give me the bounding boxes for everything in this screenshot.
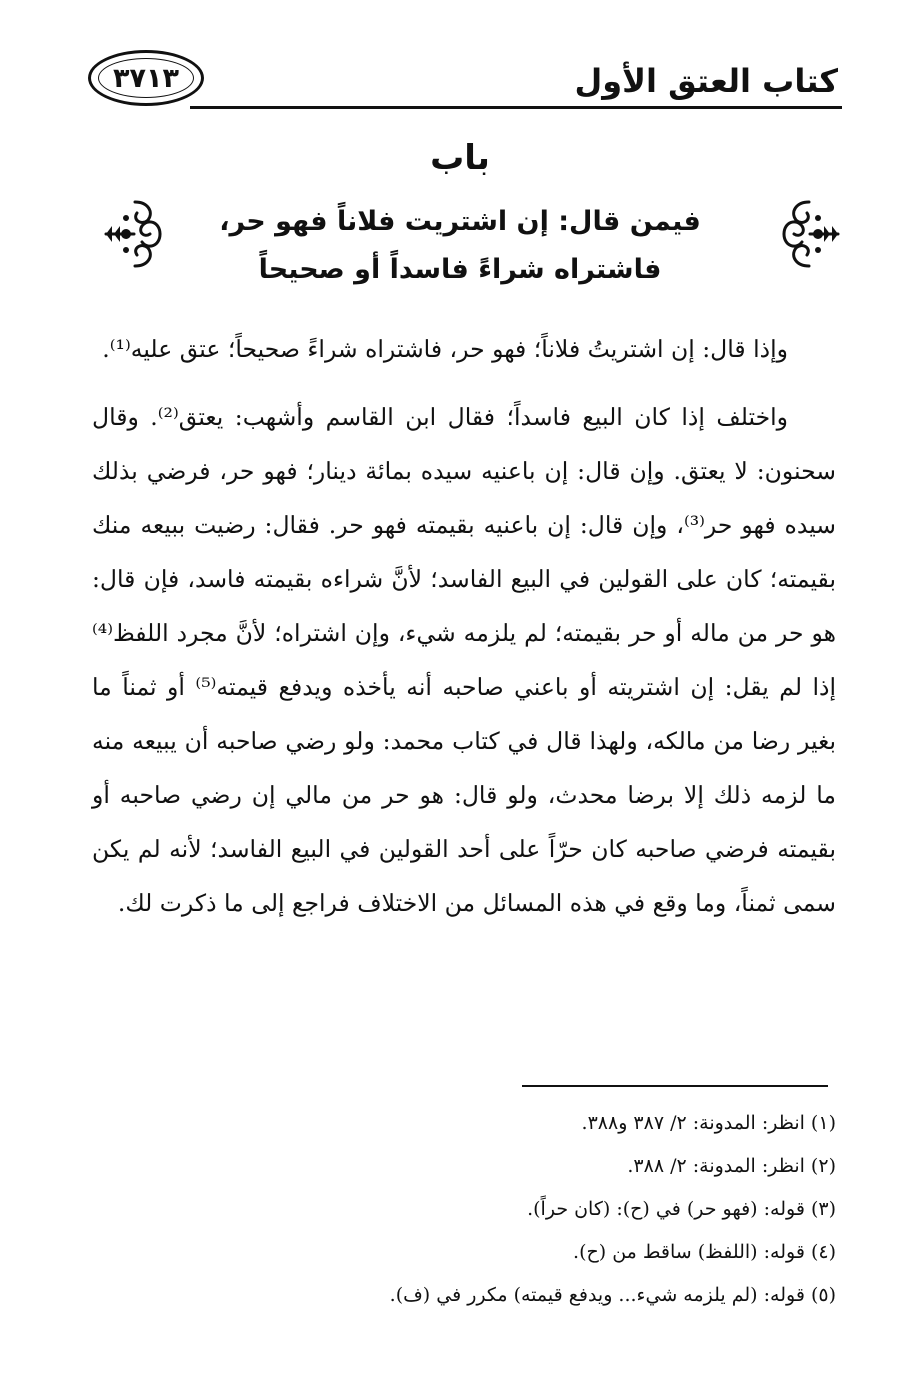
paragraph: واختلف إذا كان البيع فاسداً؛ فقال ابن القاسم وأشهب: يعتق⁽²⁾. وقال سحنون: لا يعتق. وإن قال: إن باعنيه سيده بمائة دينار؛ فهو حر، فرضي بذلك سيده فهو حر⁽³⁾، وإن قال: إن باعنيه بقيمته فهو حر. فقال: رضيت ببيعه منك بقيمته؛ كان على القولين في البيع الفاسد؛ لأنَّ شراءه بقيمته فاسد، فإن قال: هو حر من ماله أو حر بقيمته؛ لم يلزمه شيء، وإن اشتراه؛ لأنَّ مجرد اللفظ⁽⁴⁾ إذا لم يقل: إن اشتريته أو باعني صاحبه أنه يأخذه ويدفع قيمته⁽⁵⁾ أو ثمناً ما بغير رضا من مالكه، ولهذا قال في كتاب محمد: ولو رضي صاحبه أن يبيعه منه ما لزمه ذلك إلا برضا محدث، ولو قال: هو حر من مالي إن رضي صاحبه أو بقيمته فرضي صاحبه كان حرّاً على أحد القولين في البيع الفاسد؛ لأنه لم يكن سمى ثمناً، وما وقع في هذه المسائل من الاختلاف فراجع إلى ما ذكرت لك. xyxy=(92,403,836,917)
page-number: ٣٧١٣ xyxy=(113,62,179,94)
footnote: (٤) قوله: (اللفظ) ساقط من (ح). xyxy=(573,1241,836,1263)
footnote-separator xyxy=(522,1085,828,1087)
floral-ornament-icon xyxy=(776,196,842,272)
chapter-title-line: فيمن قال: إن اشتريت فلاناً فهو حر، xyxy=(219,206,701,237)
header-rule xyxy=(190,106,842,109)
running-title: كتاب العتق الأول xyxy=(574,62,838,100)
footnote: (١) انظر: المدونة: ٢/ ٣٨٧ و٣٨٨. xyxy=(581,1112,836,1134)
floral-ornament-icon xyxy=(102,196,168,272)
paragraph: وإذا قال: إن اشتريتُ فلاناً؛ فهو حر، فاشتراه شراءً صحيحاً؛ عتق عليه⁽¹⁾. xyxy=(102,335,788,363)
footnote: (٢) انظر: المدونة: ٢/ ٣٨٨. xyxy=(627,1155,836,1177)
footnote: (٥) قوله: (لم يلزمه شيء... ويدفع قيمته) مكرر في (ف). xyxy=(389,1284,836,1306)
chapter-label: باب xyxy=(430,138,490,178)
chapter-title xyxy=(200,198,720,294)
body-text xyxy=(92,322,836,944)
chapter-title-line: فاشتراه شراءً فاسداً أو صحيحاً xyxy=(258,254,662,285)
footnote: (٣) قوله: (فهو حر) في (ح): (كان حراً). xyxy=(527,1198,836,1220)
page-number-badge xyxy=(88,50,204,106)
footnotes xyxy=(92,1102,836,1317)
